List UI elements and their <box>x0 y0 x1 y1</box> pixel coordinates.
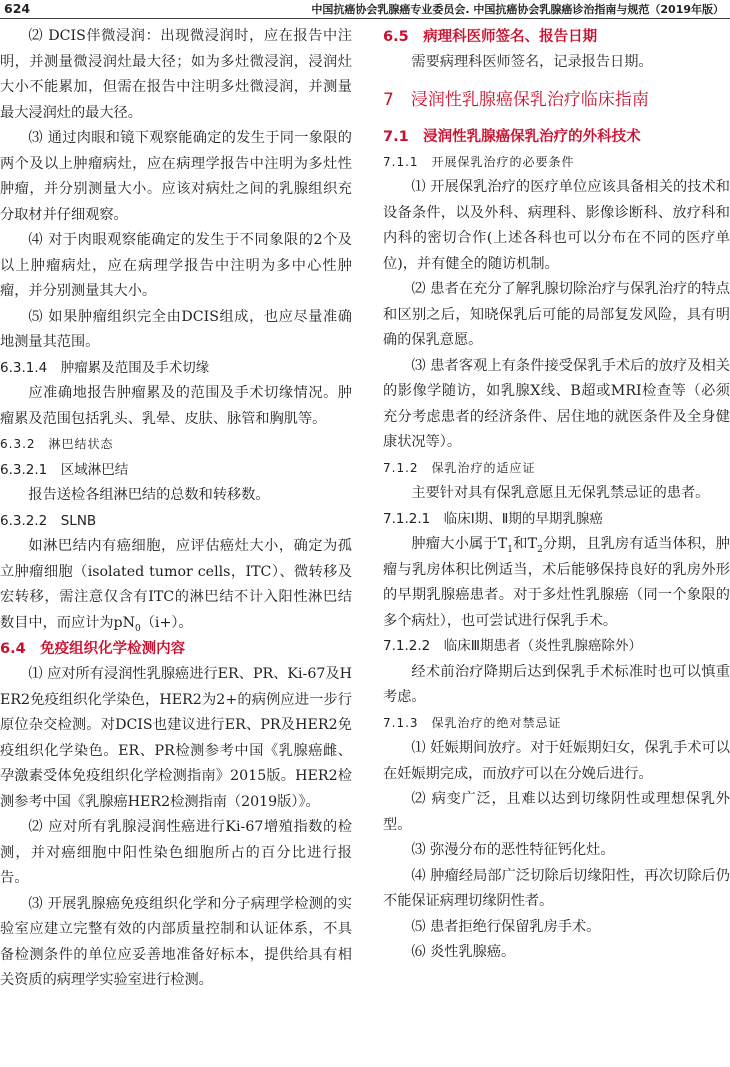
heading-6-4: 6.4 免疫组织化学检测内容 <box>0 641 186 657</box>
paragraph-7-1-3-1: ⑴ 妊娠期间放疗。对于妊娠期妇女，保乳手术可以在妊娠期完成，而放疗可以在分娩后进行。 <box>383 740 730 782</box>
paragraph-7-1-3-4: ⑷ 肿瘤经局部广泛切除后切缘阳性，再次切除后仍不能保证病理切缘阴性者。 <box>383 867 730 909</box>
paragraph-6-3-2-1: 报告送检各组淋巴结的总数和转移数。 <box>28 487 270 503</box>
paragraph-multifocal: ⑶ 通过肉眼和镜下观察能确定的发生于同一象限的两个及以上肿瘤病灶，应在病理学报告中注明为多灶性肿瘤，并分别测量大小。应该对病灶之间的乳腺组织充分取材并仔细观察。 <box>0 130 352 223</box>
paragraph-multicentric: ⑷ 对于肉眼观察能确定的发生于不同象限的2个及以上肿瘤病灶，应在病理学报告中注明为多中心性肿瘤，并分别测量其大小。 <box>0 232 352 299</box>
paragraph-6-3-2-2 <box>0 534 352 636</box>
right-column <box>383 24 730 966</box>
heading-7-1-3: 7.1.3 保乳治疗的绝对禁忌证 <box>383 715 562 730</box>
paragraph-7-1-3-2: ⑵ 病变广泛，且难以达到切缘阴性或理想保乳外型。 <box>383 791 730 833</box>
text-6-3-2-2-a: 如淋巴结内有癌细胞，应评估癌灶大小，确定为孤立肿瘤细胞（isolated tumor cells，ITC）、微转移及宏转移，需注意仅含有ITC的淋巴结不计入阳性淋巴结数目中，而应计为pN <box>0 538 352 631</box>
paragraph-6-4-1: ⑴ 应对所有浸润性乳腺癌进行ER、PR、Ki-67及HER2免疫组织化学染色，HER2为2+的病例应进一步行原位杂交检测。对DCIS也建议进行ER、PR及HER2免疫组织化学染色。ER、PR检测参考中国《乳腺癌雌、孕激素受体免疫组织化学检测指南》2015版。HER2检测参考中国《乳腺癌HER2检测指南（2019版）》。 <box>0 666 352 810</box>
paragraph-7-1-2-1 <box>383 532 730 634</box>
heading-7-1-1: 7.1.1 开展保乳治疗的必要条件 <box>383 154 575 169</box>
paragraph-6-3-1-4: 应准确地报告肿瘤累及的范围及手术切缘情况。肿瘤累及范围包括乳头、乳晕、皮肤、脉管和胸肌等。 <box>0 385 352 427</box>
paragraph-dcis-microinvasion: ⑵ DCIS伴微浸润：出现微浸润时，应在报告中注明，并测量微浸润灶最大径；如为多灶微浸润，浸润灶大小不能累加，但需在报告中注明多灶微浸润，并测量最大浸润灶的最大径。 <box>0 28 352 121</box>
heading-7: 7 浸润性乳腺癌保乳治疗临床指南 <box>383 89 649 110</box>
heading-7-1-2-1: 7.1.2.1 临床Ⅰ期、Ⅱ期的早期乳腺癌 <box>383 510 603 527</box>
subscript-pn0: 0 <box>135 623 141 634</box>
subscript-t2: 2 <box>537 544 543 555</box>
subscript-t1: 1 <box>507 544 513 555</box>
paragraph-7-1-3-6: ⑹ 炎性乳腺癌。 <box>411 944 516 960</box>
page-header <box>0 0 730 20</box>
paragraph-7-1-1-3: ⑶ 患者客观上有条件接受保乳手术后的放疗及相关的影像学随访，如乳腺X线、B超或MRI检查等（必须充分考虑患者的经济条件、居住地的就医条件及全身健康状况等）。 <box>383 357 730 450</box>
heading-6-5: 6.5 病理科医师签名、报告日期 <box>383 29 598 45</box>
heading-7-1-2: 7.1.2 保乳治疗的适应证 <box>383 460 536 475</box>
heading-6-3-2-2: 6.3.2.2 SLNB <box>0 512 97 529</box>
paragraph-7-1-3-3: ⑶ 弥漫分布的恶性特征钙化灶。 <box>411 842 615 858</box>
paragraph-6-4-3: ⑶ 开展乳腺癌免疫组织化学和分子病理学检测的实验室应建立完整有效的内部质量控制和认证体系，不具备检测条件的单位应妥善地准备好标本，提供给具有相关资质的病理学实验室进行检测。 <box>0 895 352 988</box>
text-7-1-2-1-a: 肿瘤大小属于T <box>411 536 508 552</box>
paragraph-7-1-2: 主要针对具有保乳意愿且无保乳禁忌证的患者。 <box>411 485 710 501</box>
paragraph-6-5: 需要病理科医师签名，记录报告日期。 <box>411 54 653 70</box>
paragraph-all-dcis: ⑸ 如果肿瘤组织完全由DCIS组成，也应尽量准确地测量其范围。 <box>0 308 352 350</box>
heading-7-1-2-2: 7.1.2.2 临床Ⅲ期患者（炎性乳腺癌除外） <box>383 638 643 654</box>
page-number: 624 <box>4 1 31 16</box>
header-rule <box>0 18 730 19</box>
heading-6-3-2: 6.3.2 淋巴结状态 <box>0 437 114 451</box>
heading-7-1: 7.1 浸润性乳腺癌保乳治疗的外科技术 <box>383 128 641 145</box>
heading-6-3-1-4: 6.3.1.4 肿瘤累及范围及手术切缘 <box>0 359 210 376</box>
heading-6-3-2-1: 6.3.2.1 区域淋巴结 <box>0 461 129 478</box>
paragraph-7-1-1-1: ⑴ 开展保乳治疗的医疗单位应该具备相关的技术和设备条件，以及外科、病理科、影像诊断科、放疗科和内科的密切合作(上述各科也可以分布在不同的医疗单位)，并有健全的随访机制。 <box>383 179 730 272</box>
text-6-3-2-2-b: （i+）。 <box>140 614 193 631</box>
text-7-1-2-1-b: 和T <box>512 536 538 552</box>
running-title: 中国抗癌协会乳腺癌专业委员会. 中国抗癌协会乳腺癌诊治指南与规范（2019年版） <box>311 3 724 16</box>
paragraph-7-1-2-2: 经术前治疗降期后达到保乳手术标准时也可以慎重考虑。 <box>383 663 730 705</box>
paragraph-7-1-3-5: ⑸ 患者拒绝行保留乳房手术。 <box>411 918 601 935</box>
paragraph-6-4-2: ⑵ 应对所有乳腺浸润性癌进行Ki-67增殖指数的检测，并对癌细胞中阳性染色细胞所占的百分比进行报告。 <box>0 819 352 886</box>
left-column <box>0 24 352 994</box>
text-7-1-2-1-c: 分期，且乳房有适当体积，肿瘤与乳房体积比例适当，术后能够保持良好的乳房外形的早期乳腺癌患者。对于多灶性乳腺癌（同一个象限的多个病灶），也可尝试进行保乳手术。 <box>383 536 730 629</box>
paragraph-7-1-1-2: ⑵ 患者在充分了解乳腺切除治疗与保乳治疗的特点和区别之后，知晓保乳后可能的局部复发风险，具有明确的保乳意愿。 <box>383 281 730 348</box>
